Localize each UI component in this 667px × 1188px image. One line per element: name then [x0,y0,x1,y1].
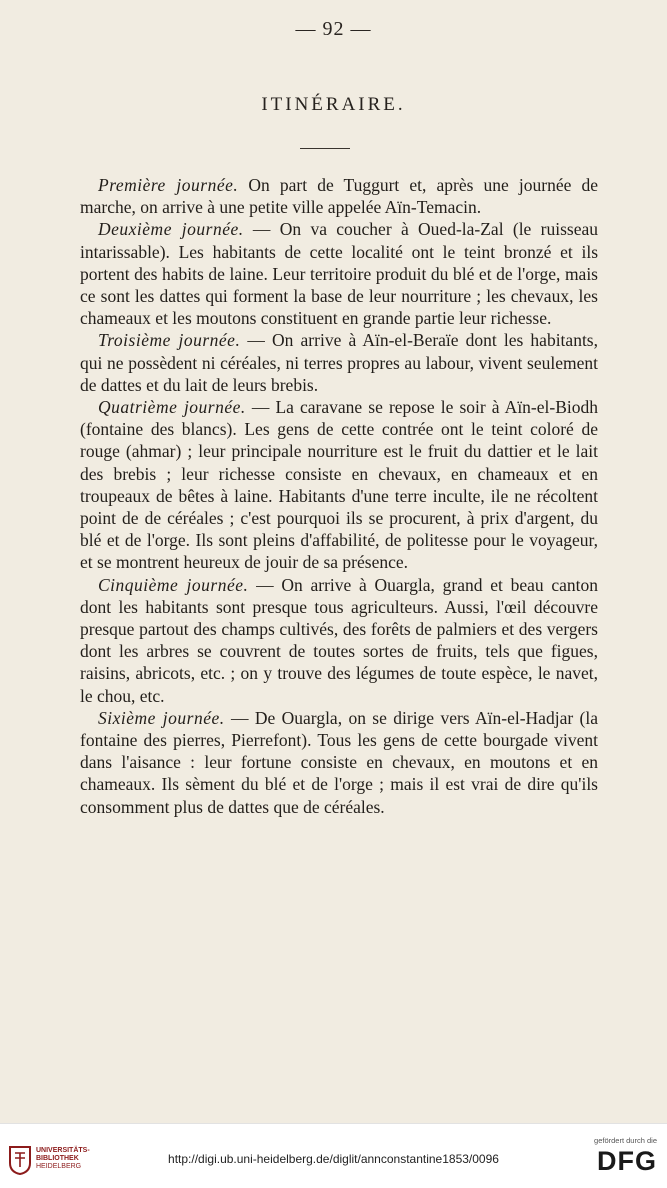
paragraph-text: On part de Tuggurt et, après une journée de marche, on arrive à une petite ville appelée Aïn-Temacin. [80,175,598,218]
paragraph-lead: Troisième journée. [98,330,241,351]
paragraph-day-2 [80,218,598,329]
funder-caption: gefördert durch die [594,1136,657,1145]
library-name-line1: UNIVERSITÄTS- [36,1147,90,1154]
page-number: — 92 — [295,18,372,40]
paragraph-day-4 [80,396,598,574]
viewer-footer [0,1123,667,1188]
paragraph-lead: Deuxième journée. [98,219,244,240]
paragraph-text: — La caravane se repose le soir à Aïn-el-Biodh (fontaine des blancs). Les gens de cette contrée ont le teint coloré de rouge (ahmar) ; leur principale nourriture est le fruit du dattier et le lait des brebis ; leur richesse consiste en chevaux, en chameaux et en troupeaux de bêtes à laine. Habitants d'une terre inculte, ile ne récoltent point de de céréales ; c'est pourquoi ils se procurent, à prix d'argent, du blé et de l'orge. Ils sont pleins d'affabilité, de politesse pour le voyageur, et se montrent heureux de jouir de sa présence. [80,397,598,573]
permalink-url[interactable]: http://digi.ub.uni-heidelberg.de/diglit/annconstantine1853/0096 [168,1152,499,1166]
funder-logo[interactable] [587,1136,657,1175]
paragraph-text: — De Ouargla, on se dirige vers Aïn-el-Hadjar (la fontaine des pierres, Pierrefont). Tous les gens de cette bourgade vivent dans l'aisance : leur fortune consiste en chevaux, en moutons et en chameaux. Ils sèment du blé et de l'orge ; mais il est vrai de dire qu'ils consomment plus de dattes que de céréales. [80,707,598,817]
paragraph-text: — On arrive à Aïn-el-Beraïe dont les habitants, qui ne possèdent ni céréales, ni terres propres au labour, vivent seulement de dattes et du lait de leurs brebis. [80,330,598,395]
paragraph-day-3 [80,329,598,396]
paragraph-lead: Sixième journée. [98,707,225,728]
body-text [80,174,598,818]
dfg-logo-icon: DFG [597,1146,657,1176]
paragraph-lead: Première journée. [98,175,239,195]
library-name-line3: HEIDELBERG [36,1163,82,1170]
paragraph-text: — On va coucher à Oued-la-Zal (le ruisseau intarissable). Les habitants de cette localité ont le teint bronzé et ils portent des habits de laine. Leur territoire produit du blé et de l'orge, mais ce sont les dattes qui forment la base de leur nourriture ; les chevaux, les chameaux et les moutons constituent en grande partie leur richesse. [80,219,598,329]
paragraph-day-1 [80,174,598,218]
library-name-line2: BIBLIOTHEK [36,1155,79,1162]
paragraph-text: — On arrive à Ouargla, grand et beau canton dont les habitants sont presque tous agriculteurs. Aussi, l'œil découvre presque partout des champs cultivés, des forêts de palmiers et des vergers dont les arbres se couvrent de toutes sortes de fruits, tels que figues, raisins, abricots, etc. ; on y trouve des légumes de toute espèce, le navet, le chou, etc. [80,574,598,706]
paragraph-day-5 [80,574,598,707]
page-title: ITINÉRAIRE. [261,94,406,115]
paragraph-day-6 [80,707,598,818]
paragraph-lead: Cinquième journée. [98,574,249,595]
title-divider [300,148,350,149]
paragraph-lead: Quatrième journée. [98,397,246,418]
